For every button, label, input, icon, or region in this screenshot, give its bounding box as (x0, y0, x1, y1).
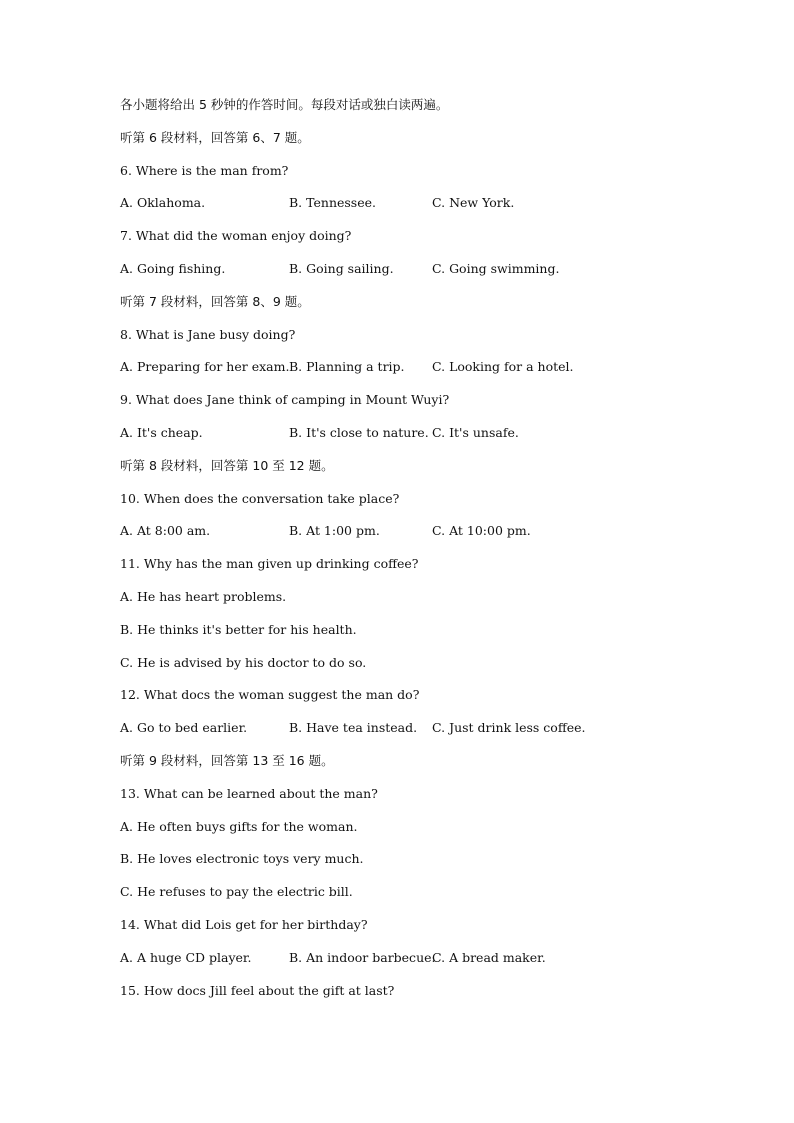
options-row (120, 193, 720, 226)
option-b: B. Going sailing. (289, 260, 394, 276)
section-heading: 听第 6 段材料，回答第 6、7 题。 (120, 129, 310, 145)
question-text: 13. What can be learned about the man? (120, 785, 378, 801)
option-b: B. He thinks it's better for his health. (120, 621, 357, 637)
question-text: 8. What is Jane busy doing? (120, 326, 296, 342)
option-c: C. Looking for a hotel. (432, 359, 574, 375)
option-c: C. Just drink less coffee. (432, 720, 586, 736)
question-text: 15. How docs Jill feel about the gift at last? (120, 982, 395, 998)
option-b: B. An indoor barbecue. (289, 949, 436, 965)
option-b: B. It's close to nature. (289, 424, 429, 440)
options-row (120, 521, 720, 554)
option-a: A. He has heart problems. (120, 588, 287, 604)
option-b: B. At 1:00 pm. (289, 523, 380, 539)
options-row (120, 357, 720, 390)
option-a: A. At 8:00 am. (120, 523, 211, 539)
options-row (120, 259, 720, 292)
question-text: 12. What docs the woman suggest the man do? (120, 687, 420, 703)
option-c: C. A bread maker. (432, 949, 546, 965)
option-c: C. He is advised by his doctor to do so. (120, 654, 367, 670)
intro-text: 各小题将给出 5 秒钟的作答时间。每段对话或独白读两遍。 (120, 97, 449, 112)
option-a: A. Go to bed earlier. (120, 720, 248, 736)
options-row (120, 423, 720, 456)
option-a: A. Preparing for her exam. (120, 359, 290, 375)
option-a: A. It's cheap. (120, 424, 203, 440)
question-text: 11. Why has the man given up drinking coffee? (120, 556, 419, 572)
exam-page (120, 95, 720, 1013)
section-heading: 听第 9 段材料，回答第 13 至 16 题。 (120, 752, 334, 768)
option-a: A. Oklahoma. (120, 195, 206, 211)
question-text: 9. What does Jane think of camping in Mount Wuyi? (120, 392, 450, 408)
option-b: B. Planning a trip. (289, 359, 405, 375)
options-row (120, 718, 720, 751)
question-text: 6. Where is the man from? (120, 162, 289, 178)
options-row (120, 948, 720, 981)
section-heading: 听第 8 段材料，回答第 10 至 12 题。 (120, 457, 334, 473)
option-c: C. Going swimming. (432, 260, 560, 276)
question-text: 14. What did Lois get for her birthday? (120, 916, 368, 932)
option-a: A. Going fishing. (120, 260, 226, 276)
question-text: 10. When does the conversation take place? (120, 490, 400, 506)
option-a: A. He often buys gifts for the woman. (120, 818, 358, 834)
option-b: B. He loves electronic toys very much. (120, 851, 364, 867)
option-c: C. At 10:00 pm. (432, 523, 531, 539)
option-a: A. A huge CD player. (120, 949, 252, 965)
option-b: B. Have tea instead. (289, 720, 418, 736)
section-heading: 听第 7 段材料，回答第 8、9 题。 (120, 293, 310, 309)
option-c: C. It's unsafe. (432, 424, 519, 440)
question-text: 7. What did the woman enjoy doing? (120, 228, 352, 244)
option-c: C. He refuses to pay the electric bill. (120, 884, 353, 900)
option-b: B. Tennessee. (289, 195, 376, 211)
option-c: C. New York. (432, 195, 515, 211)
